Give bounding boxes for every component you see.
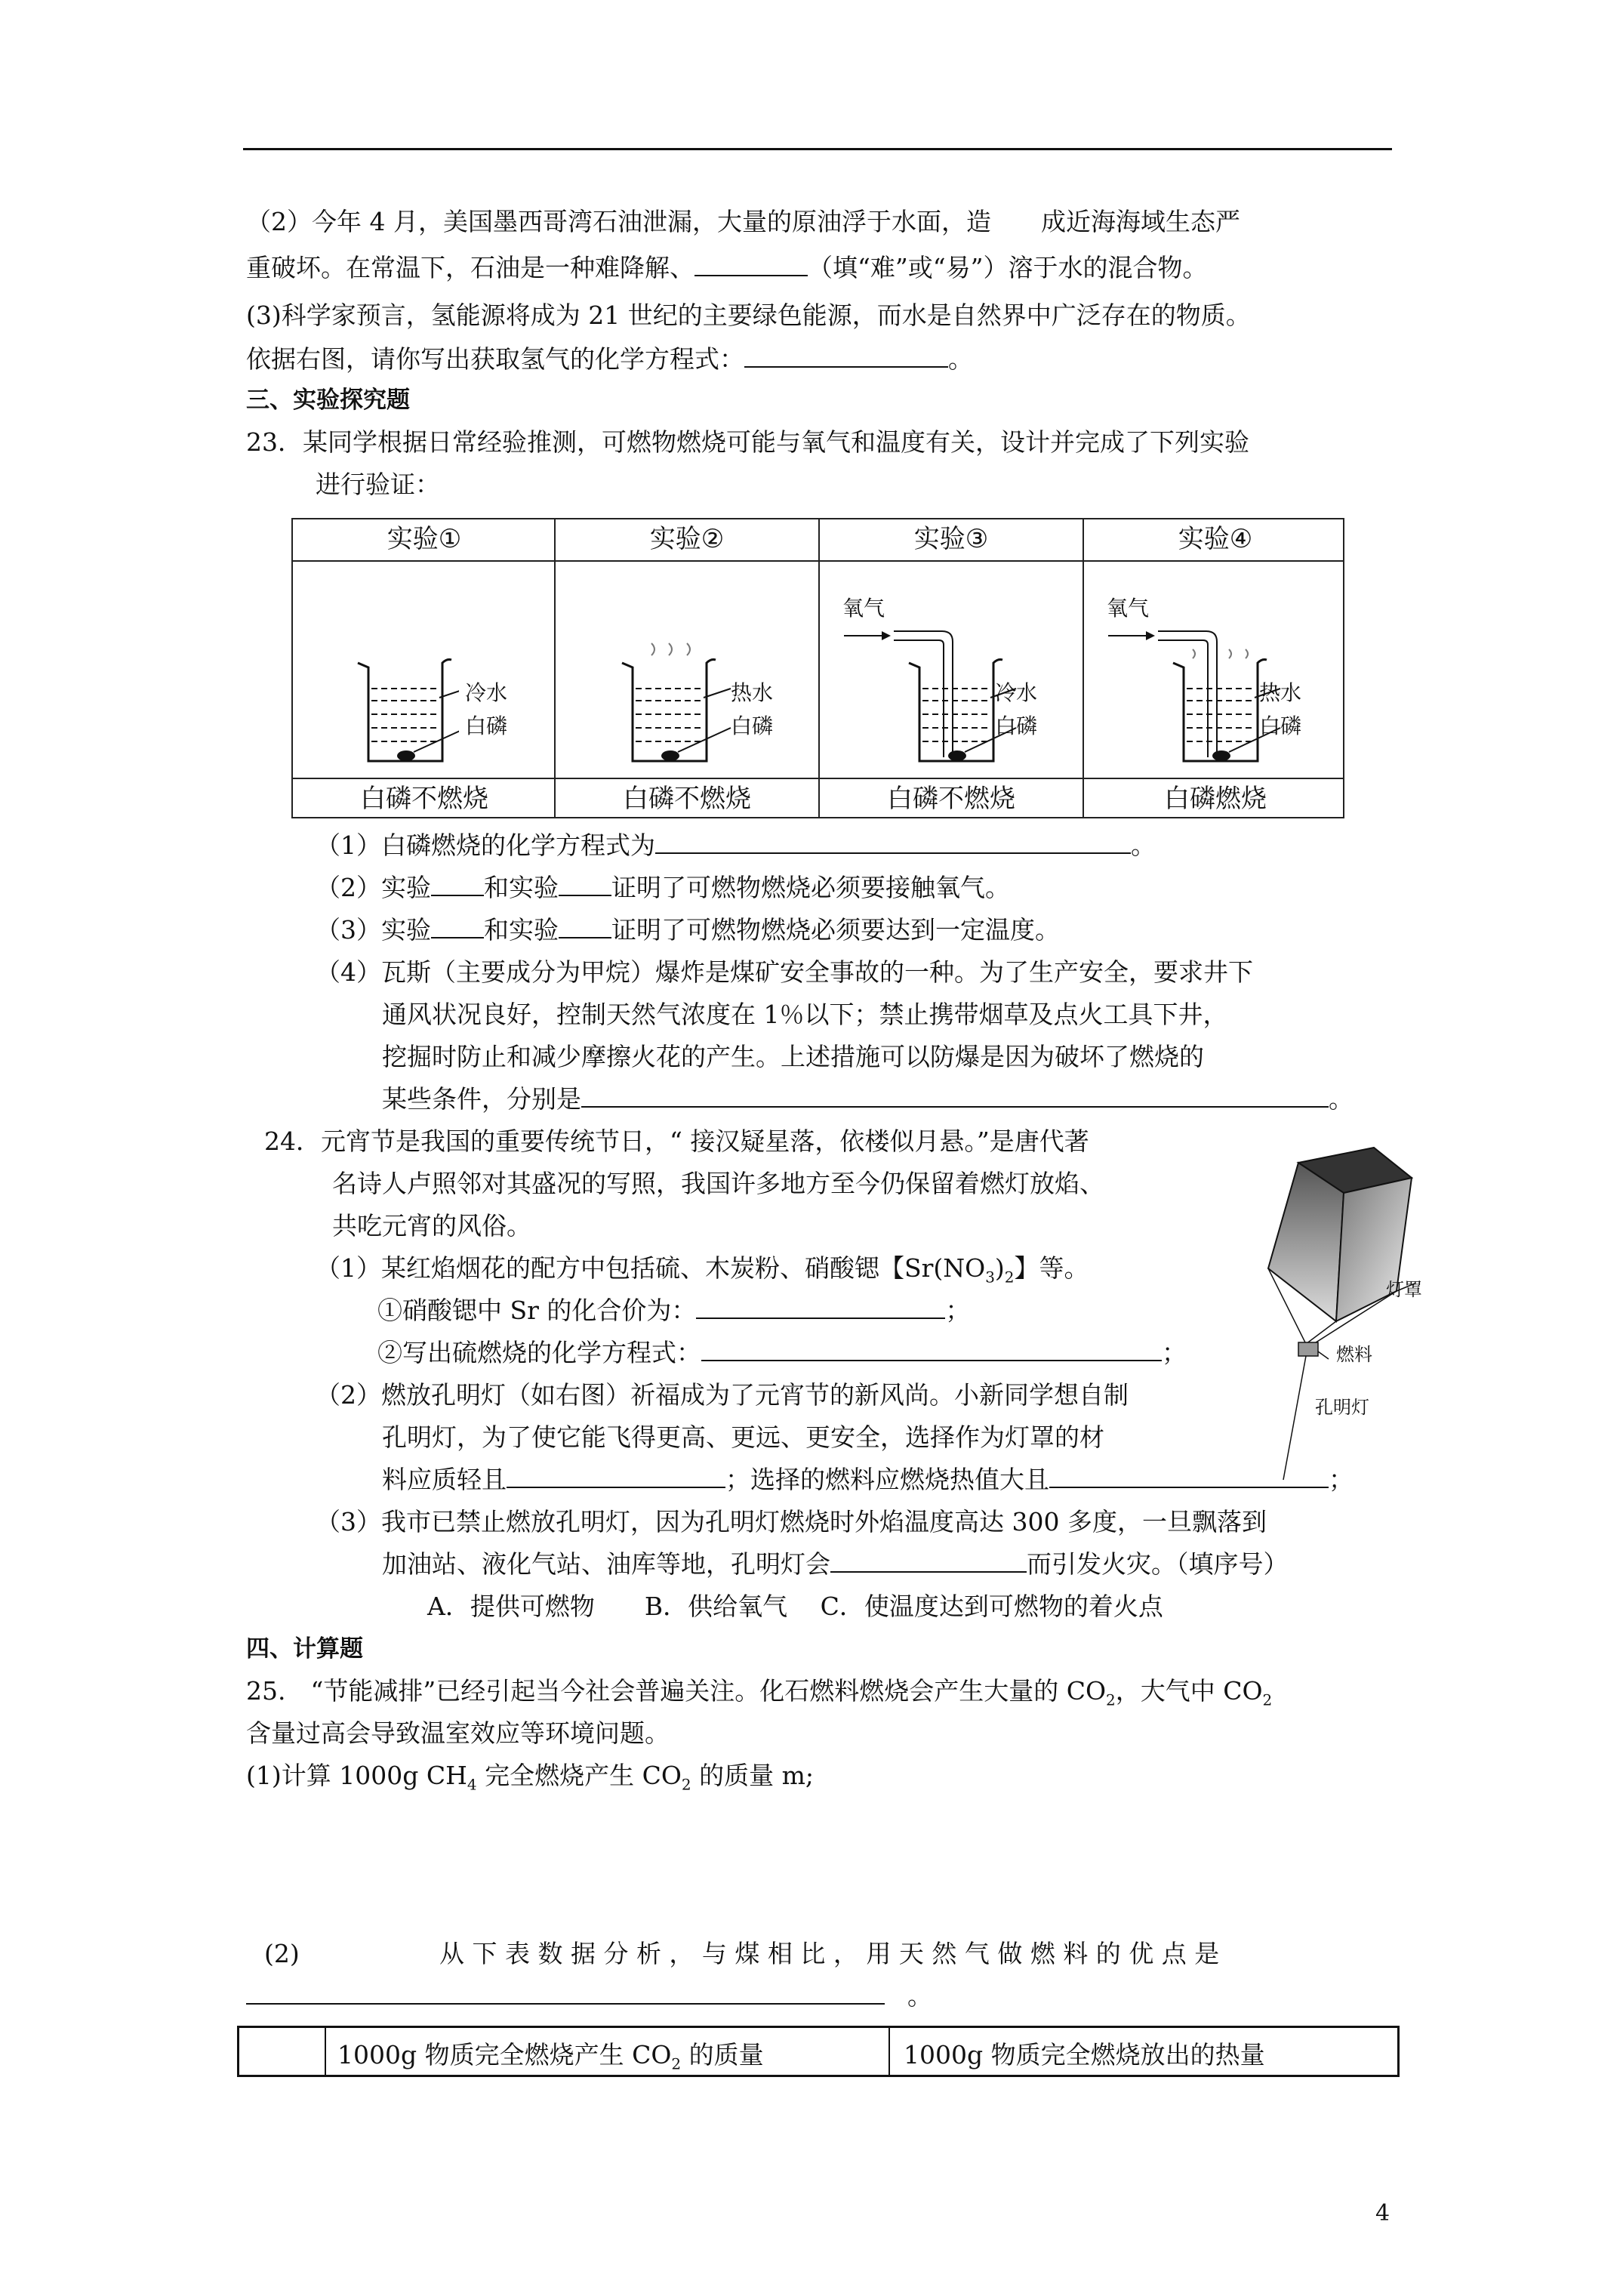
- q24-sub1-i: ①硝酸锶中 Sr 的化合价为： ；: [377, 1296, 971, 1325]
- q25-sub2-text: 从 下 表 数 据 分 析 ， 与 煤 相 比 ， 用 天 然 气 做 燃 料 的 优 点 是: [439, 1939, 1220, 1968]
- q23-sub4-line4: 某些条件，分别是 。: [382, 1084, 1354, 1114]
- answer-blank[interactable]: [744, 344, 948, 368]
- q23-sub4-line3: 挖掘时防止和减少摩擦火花的产生。上述措施可以防爆是因为破坏了燃烧的: [382, 1042, 1204, 1071]
- q22-part3-line1: (3)科学家预言，氢能源将成为 21 世纪的主要绿色能源，而水是自然界中广泛存在的物质。: [246, 300, 1251, 330]
- q24-intro-line1: 24．元宵节是我国的重要传统节日，“ 接汉疑星落，依楼似月悬。”是唐代著: [264, 1126, 1089, 1156]
- beaker-icon: [353, 655, 459, 769]
- experiment-table: [291, 518, 1344, 818]
- answer-blank[interactable]: [431, 914, 484, 938]
- q22-part2-line1: （2）今年 4 月，美国墨西哥湾石油泄漏，大量的原油浮于水面，造 成近海海域生态严: [246, 207, 1240, 236]
- answer-blank[interactable]: [581, 1083, 1329, 1108]
- q24-intro-line3: 共吃元宵的风俗。: [332, 1211, 531, 1240]
- table-header-heat-released: 1000g 物质完全燃烧放出的热量: [904, 2040, 1265, 2069]
- answer-blank[interactable]: [246, 1980, 885, 2005]
- q23-sub4-line1: （4）瓦斯（主要成分为甲烷）爆炸是煤矿安全事故的一种。为了生产安全，要求井下: [316, 957, 1253, 987]
- label-white-phosphorus: 白磷: [731, 713, 774, 738]
- label-lantern-fuel: 燃料: [1336, 1344, 1372, 1365]
- q25-sub2-number: (2): [264, 1939, 300, 1968]
- label-white-phosphorus: 白磷: [1259, 713, 1302, 738]
- beaker-hot-icon: [617, 640, 738, 769]
- answer-blank[interactable]: [701, 1337, 1162, 1361]
- label-white-phosphorus: 白磷: [995, 713, 1038, 738]
- experiment-result-3: 白磷不燃烧: [887, 784, 1015, 814]
- experiment-result-1: 白磷不燃烧: [360, 784, 488, 814]
- fuel-data-table: [237, 2026, 1400, 2077]
- label-white-phosphorus: 白磷: [465, 713, 508, 738]
- q24-options: A．提供可燃物 B．供给氧气 C．使温度达到可燃物的着火点: [427, 1592, 1163, 1621]
- experiment-header-3: 实验③: [913, 524, 989, 554]
- table-divider: [293, 778, 1343, 779]
- beaker-oxygen-icon: [844, 625, 1018, 769]
- q23-sub2: （2）实验 和实验 证明了可燃物燃烧必须要接触氧气。: [316, 873, 1010, 902]
- answer-blank[interactable]: [696, 1295, 945, 1319]
- table-divider: [1083, 519, 1084, 817]
- table-divider: [325, 2028, 326, 2075]
- answer-blank[interactable]: [830, 1549, 1027, 1573]
- answer-blank[interactable]: [655, 830, 1131, 854]
- q23-intro-line1: 23．某同学根据日常经验推测，可燃物燃烧可能与氧气和温度有关，设计并完成了下列实验: [246, 427, 1249, 457]
- label-lantern-name: 孔明灯: [1315, 1397, 1369, 1418]
- label-cold-water: 冷水: [995, 680, 1038, 705]
- table-header-co2-mass: 1000g 物质完全燃烧产生 $CO_2$ 的质量: [337, 2040, 764, 2073]
- label-cold-water: 冷水: [465, 680, 508, 705]
- q23-sub1: （1）白磷燃烧的化学方程式为 。: [316, 831, 1156, 860]
- table-divider: [554, 519, 556, 817]
- table-divider: [888, 2028, 890, 2075]
- q24-intro-line2: 名诗人卢照邻对其盛况的写照，我国许多地方至今仍保留着燃灯放焰、: [332, 1169, 1104, 1198]
- label-oxygen: 氧气: [842, 596, 885, 621]
- label-oxygen: 氧气: [1107, 596, 1150, 621]
- q24-sub1: （1）某红焰烟花的配方中包括硫、木炭粉、硝酸锶【$Sr(NO_3)_2$】等。: [316, 1253, 1089, 1287]
- experiment-result-4: 白磷燃烧: [1164, 784, 1267, 814]
- table-divider: [293, 560, 1343, 562]
- q24-sub1-ii: ②写出硫燃烧的化学方程式： ；: [377, 1338, 1187, 1367]
- q25-sub1: (1)计算 1000g $CH_4$ 完全燃烧产生 $CO_2$ 的质量 m;: [246, 1761, 815, 1794]
- q25-line1: 25. “节能减排”已经引起当今社会普遍关注。化石燃料燃烧会产生大量的 $CO_2$，大气中 $CO_2$: [246, 1676, 1273, 1709]
- section-4-heading: 四、计算题: [246, 1635, 363, 1663]
- table-divider: [818, 519, 820, 817]
- q24-sub3-line1: （3）我市已禁止燃放孔明灯，因为孔明灯燃烧时外焰温度高达 300 多度，一旦飘落到: [316, 1507, 1267, 1536]
- experiment-header-1: 实验①: [387, 524, 462, 554]
- answer-blank[interactable]: [694, 252, 808, 276]
- label-hot-water: 热水: [731, 680, 774, 705]
- experiment-header-2: 实验②: [649, 524, 725, 554]
- section-3-heading: 三、实验探究题: [246, 387, 410, 414]
- q22-part3-line2: 依据右图，请你写出获取氢气的化学方程式： 。: [246, 344, 973, 374]
- experiment-result-2: 白磷不燃烧: [623, 784, 751, 814]
- q23-intro-line2: 进行验证：: [316, 470, 440, 499]
- answer-blank[interactable]: [431, 872, 484, 896]
- sky-lantern-icon: [1253, 1133, 1427, 1487]
- q24-sub2-line3: 料应质轻且 ；选择的燃料应燃烧热值大且 ；: [382, 1465, 1354, 1494]
- q24-sub3-line2: 加油站、液化气站、油库等地，孔明灯会 而引发火灾。（填序号）: [382, 1549, 1289, 1579]
- answer-blank[interactable]: [559, 872, 611, 896]
- q24-sub2-line1: （2）燃放孔明灯（如右图）祈福成为了元宵节的新风尚。小新同学想自制: [316, 1380, 1129, 1410]
- q25-sub2-answer: 。: [246, 1980, 932, 2013]
- answer-blank[interactable]: [1049, 1464, 1329, 1488]
- page-number: 4: [1375, 2200, 1390, 2227]
- answer-blank[interactable]: [507, 1464, 725, 1488]
- q23-sub4-line2: 通风状况良好，控制天然气浓度在 1％以下；禁止携带烟草及点火工具下井，: [382, 1000, 1228, 1029]
- answer-blank[interactable]: [559, 914, 611, 938]
- header-rule: [243, 148, 1392, 150]
- q24-sub2-line2: 孔明灯，为了使它能飞得更高、更远、更安全，选择作为灯罩的材: [382, 1422, 1104, 1452]
- q22-part2-line2: 重破坏。在常温下，石油是一种难降解、 （填“难”或“易”）溶于水的混合物。: [246, 253, 1208, 282]
- beaker-oxygen-hot-icon: [1108, 625, 1282, 769]
- label-hot-water: 热水: [1259, 680, 1302, 705]
- label-lantern-shade: 灯罩: [1386, 1279, 1422, 1300]
- q23-sub3: （3）实验 和实验 证明了可燃物燃烧必须要达到一定温度。: [316, 915, 1060, 945]
- experiment-header-4: 实验④: [1178, 524, 1253, 554]
- q25-line2: 含量过高会导致温室效应等环境问题。: [246, 1718, 670, 1748]
